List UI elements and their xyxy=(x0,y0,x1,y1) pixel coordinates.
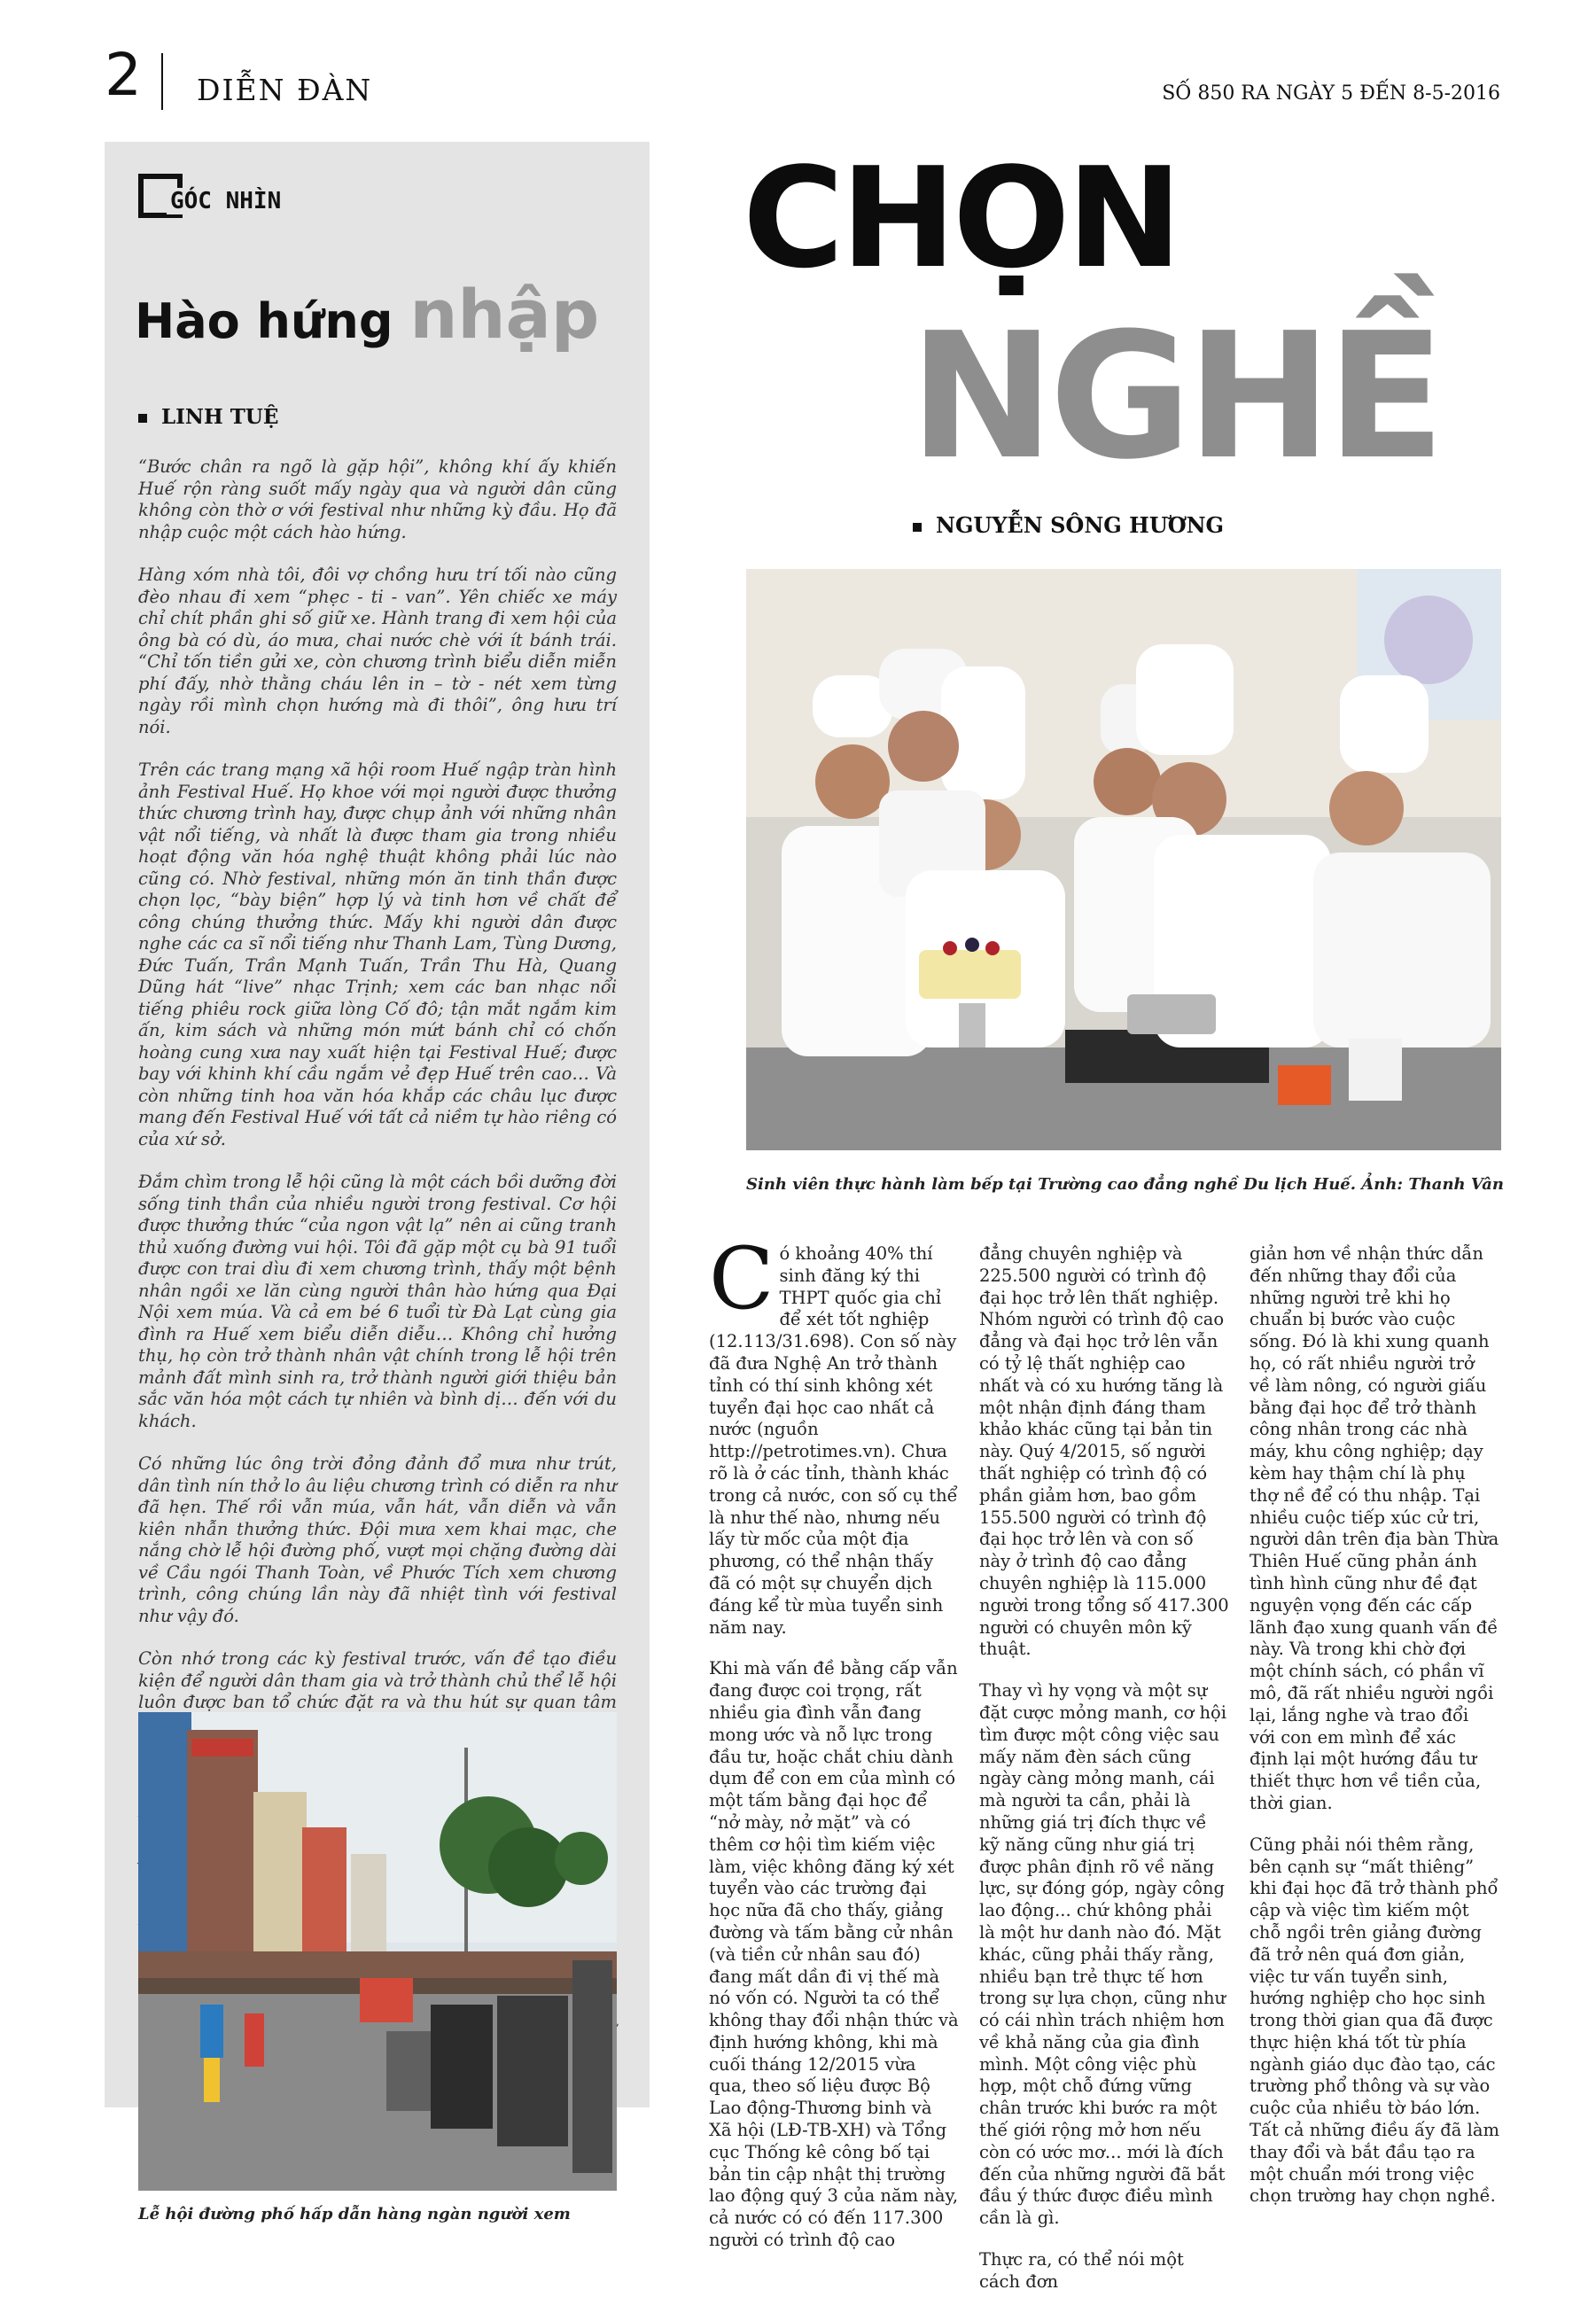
paragraph: Đắm chìm trong lễ hội cũng là một cách bồi dưỡng đời sống tinh thần của nhiều người trong festival. Cơ hội được thưởng thức “của ngon vật lạ” nên ai cũng tranh thủ xuống đường vui hội. Tôi đã gặp một cụ bà 91 tuổi được con trai dìu đi xem chương trình, thấy một bệnh nhân ngồi xe lăn cùng người thân hào hứng qua Đại Nội xem múa. Và cả em bé 6 tuổi từ Đà Lạt cùng gia đình ra Huế xem biểu diễn diễu… Không chỉ hưởng thụ, họ còn trở thành nhân vật chính trong lễ hội trên mảnh đất mình sinh ra, trở thành người giới thiệu bản sắc văn hóa một cách tự nhiên và bình dị… đến với du khách. xyxy=(138,1172,617,1431)
header-divider xyxy=(161,53,163,110)
paragraph: Hàng xóm nhà tôi, đôi vợ chồng hưu trí tối nào cũng đèo nhau đi xem “phẹc - ti - van”. Yên chiếc xe máy chỉ chít phần ghi số giữ xe. Hành trang đi xem hội của ông bà có dù, áo mưa, chai nước chè với ít bánh trái. “Chỉ tốn tiền gửi xe, còn chương trình biểu diễn miễn phí đấy, nhờ thằng cháu lên in – tờ - nét xem từng ngày rồi mình chọn hướng mà đi thôi”, ông hưu trí nói. xyxy=(138,565,617,737)
paragraph xyxy=(709,1229,959,1639)
sidebar-byline xyxy=(138,405,278,429)
paragraph: Khi mà vấn đề bằng cấp vẫn đang được coi trọng, rất nhiều gia đình vẫn đang mong ước và nỗ lực trong đầu tư, hoặc chắt chiu dành dụm để con em của mình có một tấm bằng đại học để “nở mày, nở mặt” và có thêm cơ hội tìm kiếm việc làm, việc không đăng ký xét tuyển vào các trường đại học nữa đã cho thấy, giảng đường và tấm bằng cử nhân (và tiền cử nhân sau đó) đang mất dần đi vị thế mà nó vốn có. Người ta có thể không thay đổi nhận thức và định hướng không, khi mà cuối tháng 12/2015 vừa qua, theo số liệu được Bộ Lao động-Thương binh và Xã hội (LĐ-TB-XH) và Tổng cục Thống kê công bố tại bản tin cập nhật thị trường lao động quý 3 của năm này, cả nước có có đến 117.300 người có trình độ cao xyxy=(709,1658,959,2251)
issue-info: SỐ 850 RA NGÀY 5 ĐẾN 8-5-2016 xyxy=(1162,82,1500,105)
article-column-1 xyxy=(709,1229,959,2271)
sidebar-column xyxy=(105,142,650,2223)
headline-line-1: CHỌN xyxy=(743,137,1179,299)
paragraph-text: ó khoảng 40% thí sinh đăng ký thi THPT quốc gia chỉ để xét tốt nghiệp (12.113/31.698). Con số này đã đưa Nghệ An trở thành tỉnh có thí sinh không xét tuyển đại học cao nhất cả nước (nguồn http://petrotimes.vn). Chưa rõ là ở các tỉnh, thành khác trong cả nước, con số cụ thể là như thế nào, nhưng nếu lấy từ mốc của một địa phương, có thể nhận thấy đã có một sự chuyển dịch đáng kể từ mùa tuyển sinh năm nay. xyxy=(709,1243,958,1638)
sidebar-title-highlight: nhập xyxy=(409,275,600,354)
paragraph: Có những lúc ông trời đỏng đảnh đổ mưa như trút, dân tình nín thở lo âu liệu chương trình có diễn ra như đã hẹn. Thế rồi vẫn múa, vẫn hát, vẫn diễn và vẫn kiên nhẫn thưởng thức. Đội mưa xem khai mạc, che nắng chờ lễ hội đường phố, vượt mọi chặng đường dài về Cầu ngói Thanh Toàn, về Phước Tích xem chương trình, công chúng lần này đã nhiệt tình với festival như vậy đó. xyxy=(138,1453,617,1626)
paragraph: Trên các trang mạng xã hội room Huế ngập tràn hình ảnh Festival Huế. Họ khoe với mọi người được thưởng thức chương trình hay, được chụp ảnh với những nhân vật nổi tiếng, và nhất là được tham gia trong nhiều hoạt động văn hóa nghệ thuật không phải lúc nào cũng có. Nhờ festival, những món ăn tinh thần được chọn lọc, “bày biện” hợp lý và tinh hơn về chất để công chúng thưởng thức. Mấy khi người dân được nghe các ca sĩ nổi tiếng như Thanh Lam, Tùng Dương, Đức Tuấn, Trần Mạnh Tuấn, Trần Thu Hà, Quang Dũng hát “live” nhạc Trịnh; xem các ban nhạc nổi tiếng phiêu rock giữa lòng Cố đô; tận mắt ngắm kim ấn, kim sách và những món mứt bánh chỉ có chốn hoàng cung xưa nay xuất hiện tại Festival Huế; được bay với khinh khí cầu ngắm vẻ đẹp Huế trên cao… Và còn những tinh hoa văn hóa khắp các châu lục được mang đến Festival Huế với tất cả niềm tự hào riêng có của xứ sở. xyxy=(138,759,617,1149)
bullet-icon xyxy=(913,523,922,532)
article-column-3 xyxy=(1250,1243,1499,2227)
paragraph: giản hơn về nhận thức dẫn đến những thay đổi của những người trẻ khi họ chuẩn bị bước vào cuộc sống. Đó là khi xung quanh họ, có rất nhiều người trở về làm nông, có người giấu bằng đại học để trở thành công nhân trong các nhà máy, khu công nghiệp; dạy kèm hay thậm chí là phụ thợ nề để có thu nhập. Tại nhiều cuộc tiếp xúc cử tri, người dân trên địa bàn Thừa Thiên Huế cũng phản ánh tình hình cũng như đề đạt nguyện vọng đến các cấp lãnh đạo xung quanh vấn đề này. Và trong khi chờ đợi một chính sách, có phần vĩ mô, đã rất nhiều người ngồi lại, lắng nghe và trao đổi với con em mình để xác định lại một hướng đầu tư thiết thực hơn về tiền của, thời gian. xyxy=(1250,1243,1499,1813)
headline-line-2: NGHỀ xyxy=(909,296,1440,498)
sidebar-photo-caption: Lễ hội đường phố hấp dẫn hàng ngàn người xem xyxy=(138,2205,571,2223)
section-name: DIỄN ĐÀN xyxy=(197,73,373,107)
drop-cap: C xyxy=(709,1229,775,1328)
main-photo-caption: Sinh viên thực hành làm bếp tại Trường cao đẳng nghề Du lịch Huế. Ảnh: Thanh Vân xyxy=(746,1175,1504,1194)
paragraph: “Bước chân ra ngõ là gặp hội”, không khí ấy khiến Huế rộn ràng suốt mấy ngày qua và người dân cũng không còn thờ ơ với festival như những kỳ đầu. Họ đã nhập cuộc một cách hào hứng. xyxy=(138,456,617,542)
paragraph: Thay vì hy vọng và một sự đặt cược mỏng manh, cơ hội tìm được một công việc sau mấy năm đèn sách cũng ngày càng mỏng manh, cái mà người ta cần, phải là những giá trị đích thực về kỹ năng cũng như giá trị được phân định rõ về năng lực, sự đóng góp, ngày công lao động... chứ không phải là một hư danh nào đó. Mặt khác, cũng phải thấy rằng, nhiều bạn trẻ thực tế hơn trong sự lựa chọn, cũng như có cái nhìn trách nhiệm hơn về khả năng của gia đình mình. Một công việc phù hợp, một chỗ đứng vững chân trước khi bước ra một thế giới rộng mở hơn nếu còn có ước mơ... mới là đích đến của những người đã bắt đầu ý thức được điều mình cần là gì. xyxy=(979,1680,1226,2229)
page-number: 2 xyxy=(105,41,142,109)
paragraph: Cũng phải nói thêm rằng, bên cạnh sự “mất thiêng” khi đại học đã trở thành phổ cập và việc tìm kiếm một chỗ ngồi trên giảng đường đã trở nên quá đơn giản, việc tư vấn tuyển sinh, hướng nghiệp cho học sinh trong thời gian qua đã được thực hiện khá tốt từ phía ngành giáo dục đào tạo, các trường phổ thông và sự vào cuộc của nhiều tờ báo lớn. Tất cả những điều ấy đã làm thay đổi và bắt đầu tạo ra một chuẩn mới trong việc chọn trường hay chọn nghề. xyxy=(1250,1834,1499,2207)
article-column-2 xyxy=(979,1243,1229,2313)
festival-street-photo xyxy=(138,1712,617,2191)
sidebar-title-plain: Hào hứng xyxy=(135,293,410,349)
paragraph: đẳng chuyên nghiệp và 225.500 người có trình độ đại học trở lên thất nghiệp. Nhóm người có trình độ cao đẳng và đại học trở lên vẫn có tỷ lệ thất nghiệp cao nhất và có xu hướng tăng là một nhận định đáng tham khảo khác cũng tại bản tin này. Quý 4/2015, số người thất nghiệp có trình độ có phần giảm hơn, bao gồm 155.500 người có trình độ đại học trở lên và con số này ở trình độ cao đẳng chuyên nghiệp là 115.000 người trong tổng số 417.300 người có chuyên môn kỹ thuật. xyxy=(979,1243,1229,1660)
bullet-icon xyxy=(138,414,147,423)
column-label: GÓC NHÌN xyxy=(167,188,284,214)
article-byline xyxy=(913,512,1224,538)
paragraph: Còn nhớ trong các kỳ festival trước, vấn đề tạo điều kiện để người dân tham gia và trở thành chủ thể lễ hội luôn được ban tổ chức đặt ra và thu hút sự quan tâm xyxy=(138,1648,617,1712)
chef-students-photo xyxy=(746,569,1501,1150)
paragraph: Thực ra, có thể nói một cách đơn xyxy=(979,2249,1184,2292)
sidebar-author: LINH TUỆ xyxy=(161,405,279,429)
sidebar-title xyxy=(135,275,599,354)
article-author: NGUYỄN SÔNG HƯƠNG xyxy=(936,512,1225,538)
